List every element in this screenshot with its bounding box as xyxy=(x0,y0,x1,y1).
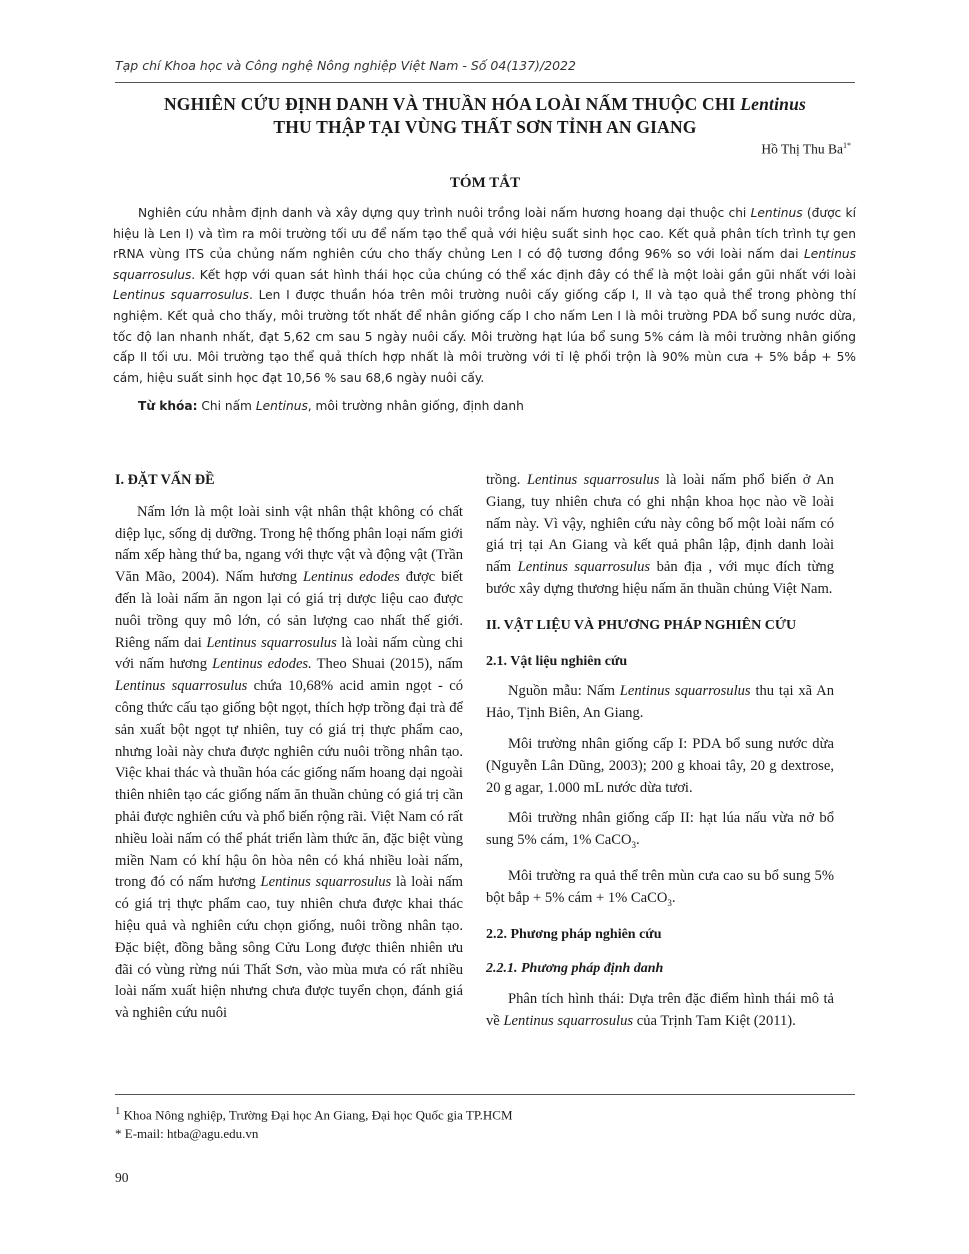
title-line1: NGHIÊN CỨU ĐỊNH DANH VÀ THUẦN HÓA LOÀI NẤM THUỘC CHI xyxy=(163,94,741,114)
section-2-1-heading: 2.1. Vật liệu nghiên cứu xyxy=(486,653,628,669)
title-genus: Lentinus xyxy=(740,94,807,114)
intro-paragraph: Nấm lớn là một loài sinh vật nhân thật không có chất diệp lục, sống dị dưỡng. Trong hệ thống phân loại nấm giới nấm xếp hàng thứ ba, ngang với thực vật và động vật (Trần Văn Mão, 2004). Nấm hương Lentinus edodes được biết đến là loài nấm ăn ngon lại có giá trị dược liệu cao được nuôi trồng quy mô lớn, có sản lượng cao nhất thế giới. Riêng nấm dai Lentinus squarrosulus là loài nấm cùng chi với nấm hương Lentinus edodes. Theo Shuai (2015), nấm Lentinus squarrosulus chứa 10,68% acid amin ngọt - có công thức cấu tạo giống bột ngọt, thích hợp trồng đại trà để sản xuất bột ngọt tự nhiên, tuy có giá trị thực phẩm cao, nhưng loài này chưa được nghiên cứu nuôi trồng nhân tạo. Việc khai thác và thuần hóa các giống nấm hoang dại ngoài thiên nhiên tạo các giống nấm ăn thuần chủng có giá trị cần phải được nghiên cứu và phổ biến rộng rãi. Việt Nam có rất nhiều loài nấm có thể phát triển làm thức ăn, đặc biệt vùng miền Nam có khí hậu ôn hòa nên có khá nhiều loài nấm, trong đó có nấm hương Lentinus squarrosulus là loài nấm có giá trị thực phẩm cao, tuy nhiên chưa được khai thác hiệu quả và nghiên cứu chọn giống, nuôi trồng nhân tạo. Đặc biệt, đồng bằng sông Cửu Long được thiên nhiên ưu đãi có vùng rừng núi Thất Sơn, vào mùa mưa có rất nhiều loài nấm xuất hiện nhưng chưa được tuyển chọn, đánh giá và nghiên cứu nuôi xyxy=(115,503,463,1022)
fruit-paragraph: Môi trường ra quả thể trên mùn cưa cao su bổ sung 5% bột bắp + 5% cám + 1% CaCO$_3$. xyxy=(486,867,834,908)
abstract-body: Nghiên cứu nhằm định danh và xây dựng quy trình nuôi trồng loài nấm hương hoang dại thuộc chi Lentinus (được kí hiệu là Len I) và tìm ra môi trường tối ưu để nấm tạo thể quả với hiệu suất sinh học cao. Kết quả phân tích trình tự gen rRNA vùng ITS của chủng nấm nghiên cứu cho thấy chủng Len I có độ tương đồng 96% so với loài nấm dai Lentinus squarrosulus. Kết hợp với quan sát hình thái học của chúng có thể xác định đây có thể là một loài gần gũi nhất với loài Lentinus squarrosulus. Len I được thuần hóa trên môi trường nuôi cấy giống cấp I, II và tạo quả thể trong phòng thí nghiệm. Kết quả cho thấy, môi trường tốt nhất để nhân giống cấp I cho nấm Len I là môi trường PDA bổ sung nước dừa, tốc độ lan nhanh nhất, đạt 5,62 cm sau 5 ngày nuôi cấy. Môi trường hạt lúa bổ sung 5% cám là môi trường nhân giống cấp II tối ưu. Môi trường tạo thể quả thích hợp nhất là môi trường với tỉ lệ phối trộn là 90% mùn cưa + 5% bắp + 5% cám, hiệu suất sinh học đạt 10,56 % sau 68,6 ngày nuôi cấy. xyxy=(113,206,857,385)
header-divider xyxy=(115,82,855,83)
author-name: Hồ Thị Thu Ba xyxy=(761,141,843,157)
journal-header: Tạp chí Khoa học và Công nghệ Nông nghiệp Việt Nam - Số 04(137)/2022 xyxy=(115,58,576,73)
footnote-divider xyxy=(115,1094,855,1095)
author-marks: 1* xyxy=(843,141,851,150)
article-title xyxy=(115,93,855,139)
section-2-heading: II. VẬT LIỆU VÀ PHƯƠNG PHÁP NGHIÊN CỨU xyxy=(486,617,797,633)
grade2-paragraph: Môi trường nhân giống cấp II: hạt lúa nấu vừa nở bổ sung 5% cám, 1% CaCO$_3$. xyxy=(486,810,834,851)
right-column xyxy=(486,470,834,1033)
grade1-paragraph: Môi trường nhân giống cấp I: PDA bổ sung nước dừa (Nguyễn Lân Dũng, 2003); 200 g khoai tây, 20 g dextrose, 20 g agar, 1.000 mL nước dừa tươi. xyxy=(486,735,834,796)
footnotes xyxy=(115,1102,855,1143)
intro-continuation: trồng. Lentinus squarrosulus là loài nấm phổ biến ở An Giang, tuy nhiên chưa có ghi nhận khoa học nào về loài nấm này. Vì vậy, nghiên cứu này công bố một loài nấm có giá trị tại An Giang và kết quả phân lập, định danh loài nấm Lentinus squarrosulus bản địa , với mục đích từng bước xây dựng thương hiệu nấm ăn thuần chủng Việt Nam. xyxy=(486,472,834,597)
footnote-email: * E-mail: htba@agu.edu.vn xyxy=(115,1126,259,1142)
keywords-label: Từ khóa: xyxy=(138,399,198,414)
section-2-2-heading: 2.2. Phương pháp nghiên cứu xyxy=(486,927,662,943)
author xyxy=(761,141,851,158)
keywords: Từ khóa: Chi nấm Lentinus, môi trường nhân giống, định danh xyxy=(138,399,524,414)
footnote-affiliation: $^1$ Khoa Nông nghiệp, Trường Đại học An Giang, Đại học Quốc gia TP.HCM xyxy=(115,1105,513,1123)
morph-paragraph: Phân tích hình thái: Dựa trên đặc điểm hình thái mô tả về Lentinus squarrosulus của Trịnh Tam Kiệt (2011). xyxy=(486,990,834,1029)
abstract xyxy=(113,203,856,417)
abstract-heading: TÓM TẮT xyxy=(449,175,521,191)
title-line2: THU THẬP TẠI VÙNG THẤT SƠN TỈNH AN GIANG xyxy=(273,117,697,137)
page-number: 90 xyxy=(115,1170,129,1185)
section-1-heading: I. ĐẶT VẤN ĐỀ xyxy=(115,472,215,488)
section-2-2-1-heading: 2.2.1. Phương pháp định danh xyxy=(486,961,664,977)
left-column xyxy=(115,470,463,1025)
source-paragraph: Nguồn mẫu: Nấm Lentinus squarrosulus thu tại xã An Hảo, Tịnh Biên, An Giang. xyxy=(486,683,834,722)
